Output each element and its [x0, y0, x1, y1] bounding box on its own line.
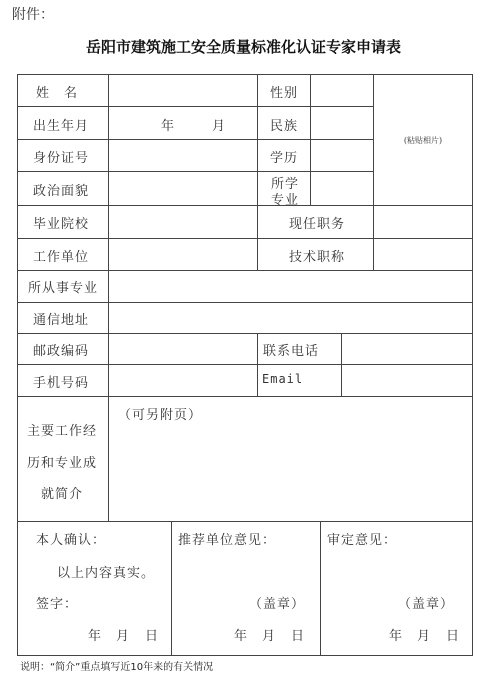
signature-label: 签字：: [36, 597, 79, 612]
school-label: 毕业院校: [33, 217, 90, 232]
recommend-seal: （盖章）: [249, 597, 306, 612]
self-confirm-statement: 以上内容真实。: [57, 566, 156, 581]
political-status-label: 政治面貌: [33, 184, 90, 199]
self-date-month: 月: [116, 629, 131, 644]
birth-label: 出生年月: [33, 119, 90, 134]
id-number-label: 身份证号: [33, 151, 90, 166]
birth-year-unit: 年: [161, 119, 176, 134]
self-date-day: 日: [145, 629, 160, 644]
major-label-line2: 专业: [271, 193, 300, 208]
photo-label: (粘贴相片): [403, 135, 443, 145]
education-label: 学历: [270, 151, 299, 166]
recommend-opinion-label: 推荐单位意见：: [178, 533, 277, 548]
review-date-year: 年: [389, 629, 404, 644]
current-position-label: 现任职务: [289, 217, 346, 232]
photo-placeholder[interactable]: [374, 75, 472, 205]
employer-label: 工作单位: [33, 250, 90, 265]
major-label-line1: 所学: [271, 177, 300, 192]
email-label: Email: [262, 372, 304, 386]
address-label: 通信地址: [33, 313, 90, 328]
recommend-date-year: 年: [234, 629, 249, 644]
review-opinion-label: 审定意见：: [327, 533, 398, 548]
experience-label-line1: 主要工作经: [27, 424, 98, 439]
tech-title-label: 技术职称: [289, 250, 346, 265]
postcode-label: 邮政编码: [33, 344, 90, 359]
experience-label-line3: 就简介: [41, 487, 84, 502]
specialty-label: 所从事专业: [28, 281, 99, 296]
recommend-date-day: 日: [291, 629, 306, 644]
mobile-label: 手机号码: [33, 376, 90, 391]
recommend-date-month: 月: [262, 629, 277, 644]
gender-label: 性别: [270, 86, 299, 101]
review-date-month: 月: [417, 629, 432, 644]
experience-label-line2: 历和专业成: [27, 456, 98, 471]
self-confirm-label: 本人确认：: [36, 533, 107, 548]
birth-month-unit: 月: [212, 119, 227, 134]
review-seal: （盖章）: [398, 597, 455, 612]
footer-note: 说明：“简介”重点填写近10年来的有关情况: [20, 662, 214, 673]
name-label: 姓 名: [36, 86, 79, 101]
ethnicity-label: 民族: [270, 119, 299, 134]
phone-label: 联系电话: [263, 344, 320, 359]
form-title: 岳阳市建筑施工安全质量标准化认证专家申请表: [85, 38, 401, 56]
experience-hint: （可另附页）: [118, 408, 203, 423]
attachment-label: 附件：: [12, 7, 54, 23]
self-date-year: 年: [88, 629, 103, 644]
review-date-day: 日: [446, 629, 461, 644]
